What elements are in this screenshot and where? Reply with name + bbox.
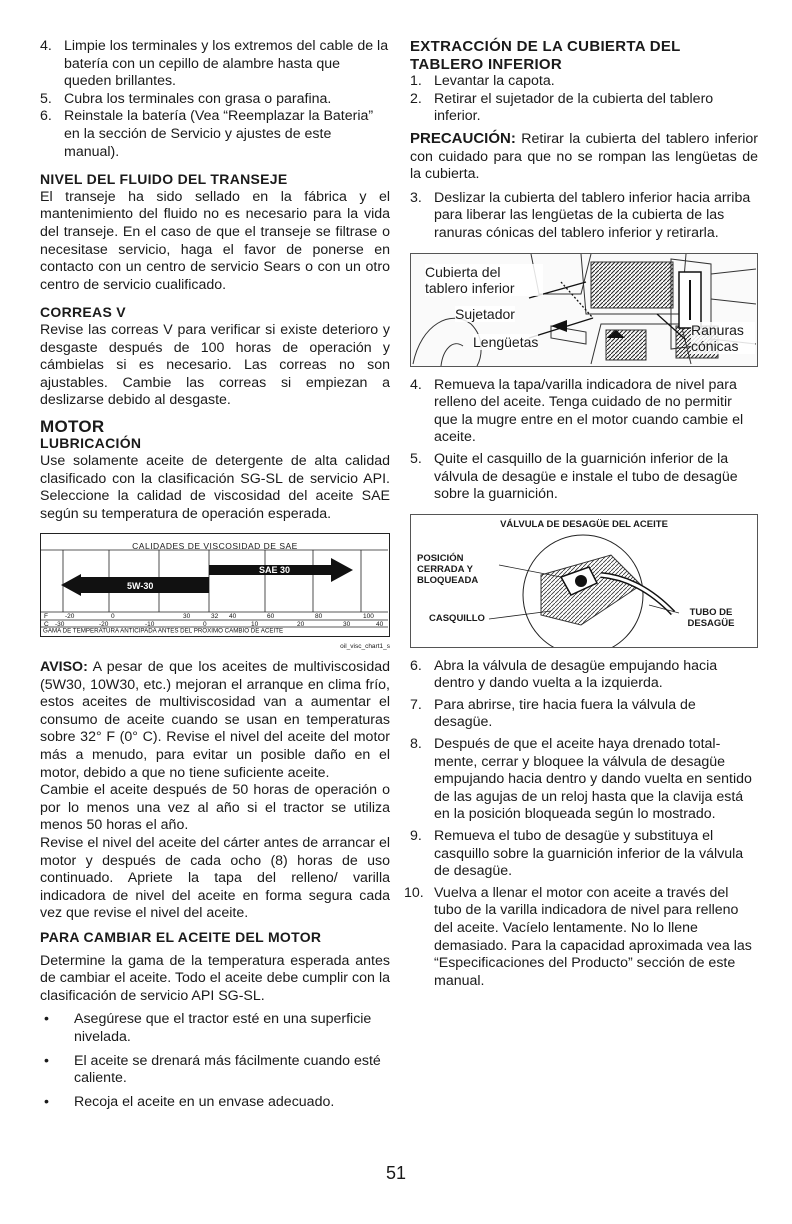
list-item: 8. Después de que el aceite haya drenado total-mente, cerrar y bloquee la válvula de desagüe empujando hacia dentro y dando vuelta en sentido de las agujas de un reloj hasta que la clavija está en la posición bloqueada según lo mostrado.	[410, 736, 752, 823]
oil-change-bullets	[40, 1011, 390, 1111]
caution-label: PRECAUCIÓN:	[410, 129, 516, 147]
c-tick: 0	[203, 621, 207, 629]
c-tick: -30	[55, 621, 65, 629]
heading-lubrication: LUBRICACIÓN	[40, 435, 142, 452]
chart-title: CALIDADES DE VISCOSIDAD DE SAE	[132, 541, 298, 552]
bar-5w30-label: 5W-30	[127, 581, 154, 592]
lower-dash-cover-figure	[410, 253, 758, 367]
paragraph-lubrication: Use solamente aceite de detergente de alta calidad clasificado con la clasificación SG-SL de servicio API. Seleccione la calidad de viscosidad del aceite SAE según su temperatura de operación esperada.	[40, 453, 390, 522]
label-drain-tube: TUBO DE DESAGÜE	[687, 606, 735, 629]
chart-code: oil_visc_chart1_s	[340, 643, 390, 651]
paragraph-determine: Determine la gama de la temperatura esperada antes de cambiar el aceite. Todo el aceite debe cumplir con la clasificación de servicio API SG-SL.	[40, 952, 390, 1004]
right-column	[404, 38, 758, 990]
list-item: 7. Para abrirse, tire hacia fuera la válvula de desagüe.	[410, 696, 696, 731]
c-tick: 30	[343, 621, 351, 629]
heading-transaxle-fluid: NIVEL DEL FLUIDO DEL TRANSEJE	[40, 171, 288, 188]
paragraph-caution: PRECAUCIÓN: Retirar la cubierta del tablero inferior con cuidado para que no se rompan las lengüetas de la cubierta.	[410, 129, 758, 183]
page-number: 51	[385, 1163, 407, 1183]
paragraph-transaxle: El transeje ha sido sellado en la fábrica y el mantenimiento del fluido no es necesario para la vida del transeje. En el caso de que el transeje se filtrase o necesitase servicio, haga el favor de ponerse en contacto con un centro de servicio Sears o con un otro centro de servicio cualificado.	[40, 188, 390, 293]
c-tick: -10	[145, 621, 155, 629]
chart-footer: GAMA DE TEMPERATURA ANTICIPADA ANTES DEL PROXIMO CAMBIO DE ACEITE	[43, 627, 284, 634]
heading-remove-lower-dash: EXTRACCIÓN DE LA CUBIERTA DEL TABLERO INFERIOR	[410, 38, 681, 73]
label-cap: CASQUILLO	[429, 612, 485, 624]
list-item: 2. Retirar el sujetador de la cubierta del tablero inferior.	[410, 90, 714, 125]
list-item: 4. Limpie los terminales y los extremos del cable de la batería con un cepillo de alambre hasta que queden brillantes.	[40, 38, 389, 90]
figure-title-drain-valve: VÁLVULA DE DESAGÜE DEL ACEITE	[500, 518, 668, 530]
list-item: 1. Levantar la capota.	[410, 73, 555, 90]
list-item: 6. Abra la válvula de desagüe empujando hacia dentro y dando vuelta a la izquierda.	[410, 657, 718, 692]
list-item: 6. Reinstale la batería (Vea “Reemplazar la Bateria” en la sección de Servicio y ajustes de este manual).	[40, 108, 374, 160]
label-lower-dash-cover: Cubierta del tablero inferior	[425, 264, 543, 296]
f-tick: 0	[111, 613, 115, 621]
f-tick: 60	[267, 613, 275, 621]
list-item: 9. Remueva el tubo de desagüe y substituya el casquillo sobre la guarnición inferior de la válvula de desagüe.	[410, 828, 744, 880]
f-tick: 80	[315, 613, 323, 621]
f-tick: 32	[211, 613, 219, 621]
list-item: • Asegúrese que el tractor esté en una superficie nivelada.	[44, 1011, 372, 1045]
list-item: • El aceite se drenará más fácilmente cuando esté caliente.	[44, 1052, 381, 1087]
c-tick: -20	[99, 621, 109, 629]
heading-change-engine-oil: PARA CAMBIAR EL ACEITE DEL MOTOR	[40, 928, 322, 945]
bar-sae30-label: SAE 30	[259, 565, 291, 576]
paragraph-change-oil: Cambie el aceite después de 50 horas de operación o por lo menos una vez al año si el tractor se utiliza menos 50 horas el año.	[40, 782, 390, 834]
heading-motor: MOTOR	[40, 416, 105, 436]
label-fastener: Sujetador	[455, 305, 515, 322]
c-tick: 10	[251, 621, 259, 629]
left-column	[40, 38, 390, 1111]
aviso-label: AVISO:	[40, 659, 88, 676]
viscosity-chart-graphic	[41, 534, 388, 633]
paragraph-check-level: Revise el nivel del aceite del cárter antes de arrancar el motor y después de cada ocho (8) horas de uso continuado. Apriete la tapa del relleno/ varilla indicadora de nivel del aceite en forma segura cada vez que revise el nivel del aceite.	[40, 834, 390, 922]
label-closed-locked: POSICIÓN CERRADA Y BLOQUEADA	[417, 552, 479, 586]
c-tick: 20	[297, 621, 305, 629]
list-item: 4. Remueva la tapa/varilla indicadora de nivel para relleno del aceite. Tenga cuidado de no permitir que la mugre entre en el motor cuando cambie el aceite.	[410, 376, 744, 446]
list-item: • Recoja el aceite en un envase adecuado.	[44, 1093, 335, 1110]
f-tick: 100	[363, 613, 374, 621]
paragraph-aviso: AVISO: A pesar de que los aceites de multiviscosidad (5W30, 10W30, etc.) mejoran el arranque en clima frío, estos aceites de multiviscosidad van a aumentar el consumo de aceite cuando se usan en temperaturas sobre 32° F (0° C). Revise el nivel del aceite del motor más a menudo, para evitar un posible daño en el motor, debido a que no tiene suficiente aceite.	[40, 659, 390, 781]
label-tapered-slots: Ranuras cónicas	[691, 322, 755, 354]
f-tick: 40	[229, 613, 237, 621]
f-tick: 30	[183, 613, 191, 621]
viscosity-chart	[40, 533, 390, 637]
list-item: 10. Vuelva a llenar el motor con aceite a través del tubo de la varilla indicadora de nivel para relleno del aceite. Vacíelo lentamente. No lo llene demasiado. Para la capacidad aproximada vea las “Especificaciones del Producto” sección de este manual.	[404, 884, 752, 989]
heading-v-belts: CORREAS V	[40, 304, 126, 321]
label-tabs: Lengüetas	[473, 333, 539, 350]
battery-steps-list	[40, 38, 390, 161]
list-item: 5. Quite el casquillo de la guarnición inferior de la válvula de desagüe e instale el tubo de desagüe sobre la guarnición.	[410, 450, 738, 503]
list-item: 3. Deslizar la cubierta del tablero inferior hacia arriba para liberar las lengüetas de la cubierta de las ranuras cónicas del tablero inferior y retirarla.	[410, 189, 751, 241]
list-item: 5. Cubra los terminales con grasa o parafina.	[40, 90, 332, 107]
f-tick: -20	[65, 613, 75, 621]
oil-drain-valve-figure	[410, 514, 758, 648]
axis-label-c: C	[44, 621, 49, 629]
axis-label-f: F	[44, 613, 48, 621]
c-tick: 40	[376, 621, 384, 629]
paragraph-v-belts: Revise las correas V para verificar si existe deterioro y desgaste después de 100 horas de operación y cámbielas si es necesario. Las correas no son ajustables. Cambie las correas si empiezan a deslizarse debido al desgaste.	[40, 321, 390, 409]
